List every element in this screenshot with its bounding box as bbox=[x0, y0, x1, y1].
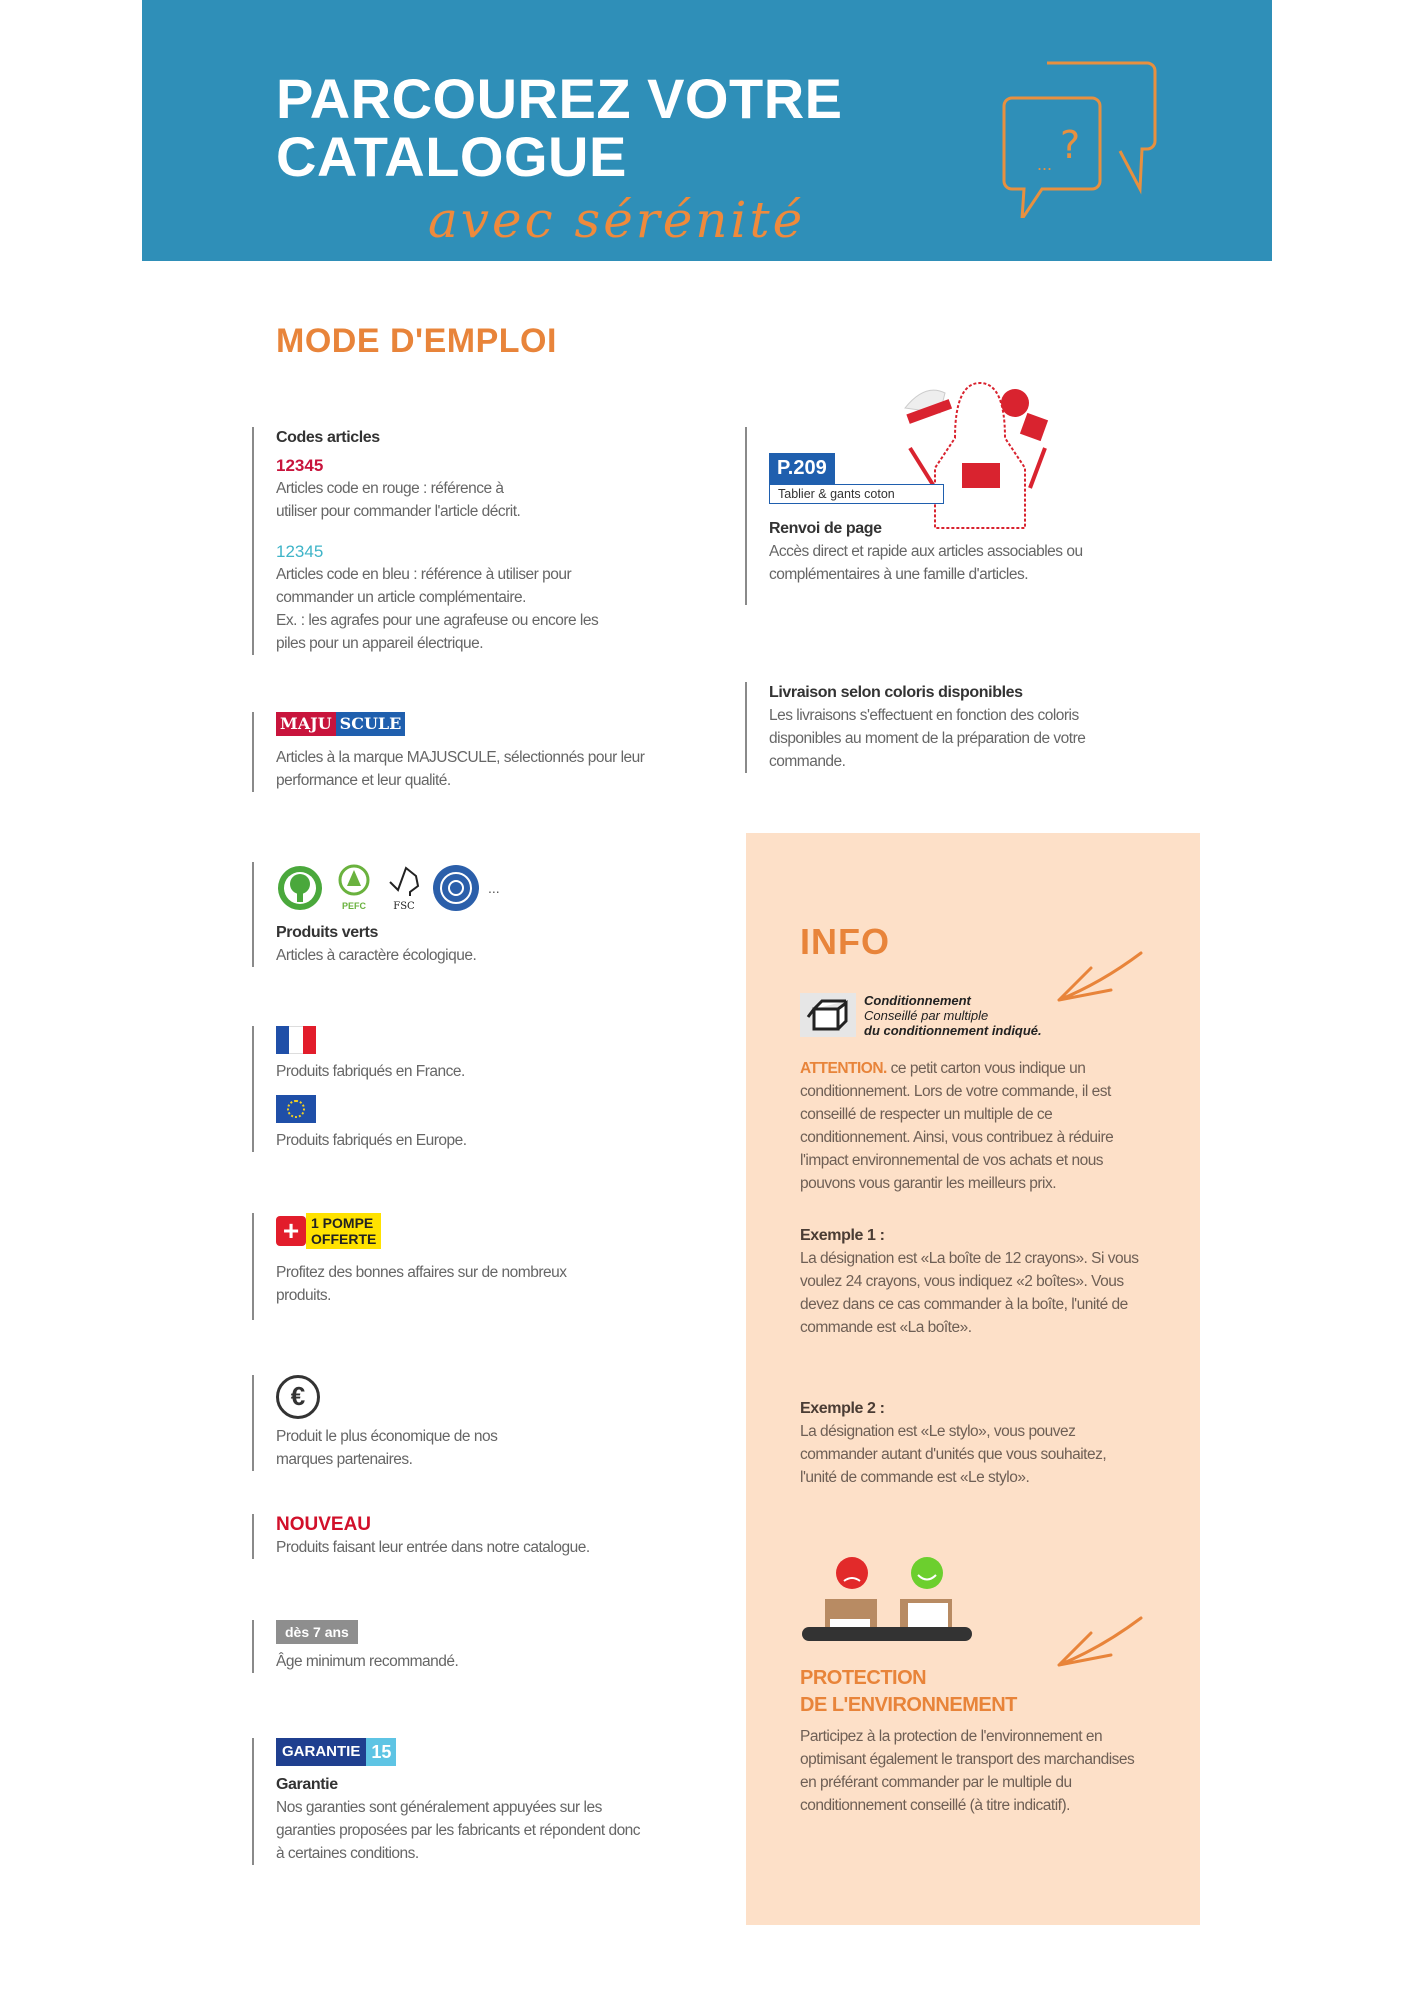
renvoi-desc: Accès direct et rapide aux articles associables ou complémentaires à une famille d'articles. bbox=[769, 543, 1083, 583]
france-flag-icon bbox=[276, 1026, 316, 1054]
arrow-down-left-icon bbox=[1051, 1613, 1146, 1673]
eu-flag-icon bbox=[276, 1095, 316, 1123]
page-badge[interactable]: P.209 bbox=[769, 453, 835, 484]
example-text: La désignation est «Le stylo», vous pouvez commander autant d'unités que vous souhaitez, l'unité de commande est «Le stylo». bbox=[800, 1423, 1107, 1486]
livraison-desc: Les livraisons s'effectuent en fonction des coloris disponibles au moment de la préparation de votre commande. bbox=[769, 707, 1086, 770]
blue-angel-icon bbox=[432, 864, 480, 912]
example-2 bbox=[800, 1398, 1140, 1489]
euro-icon: € bbox=[276, 1375, 320, 1419]
arrow-down-left-icon bbox=[1051, 948, 1146, 1008]
more-labels: ... bbox=[488, 880, 500, 896]
attention-paragraph bbox=[800, 1057, 1150, 1195]
red-code: 12345 bbox=[276, 456, 324, 475]
green-section bbox=[252, 862, 652, 967]
origin-section bbox=[252, 1026, 652, 1152]
protection-line: DE L'ENVIRONNEMENT bbox=[800, 1694, 1017, 1716]
eco-labels bbox=[276, 862, 652, 914]
majuscule-logo bbox=[276, 712, 405, 736]
livraison-heading: Livraison selon coloris disponibles bbox=[769, 684, 1023, 701]
cond-line: Conseillé par multiple bbox=[864, 1008, 989, 1023]
svg-text:...: ... bbox=[1037, 154, 1053, 174]
nouveau-section bbox=[252, 1514, 672, 1559]
nouveau-desc: Produits faisant leur entrée dans notre catalogue. bbox=[276, 1539, 590, 1556]
cond-line: du conditionnement indiqué. bbox=[864, 1023, 1042, 1038]
green-heading: Produits verts bbox=[276, 924, 378, 941]
protection-title bbox=[800, 1665, 1017, 1719]
info-title: INFO bbox=[800, 921, 890, 962]
page-caption: Tablier & gants coton bbox=[769, 484, 944, 504]
attention-text: ce petit carton vous indique un conditionnement. Lors de votre commande, il est conseillé de respecter un multiple de ce conditionnement. Ainsi, vous contribuez à réduire l'impact environnemental de vos achats et nous pouvons vous garantir les meilleurs prix. bbox=[800, 1060, 1114, 1192]
offer-label bbox=[306, 1213, 381, 1249]
nouveau-label: NOUVEAU bbox=[276, 1514, 372, 1535]
protection-text: Participez à la protection de l'environnement en optimisant également le transport des marchandises en préférant commander par le multiple du conditionnement conseillé (à titre indicatif). bbox=[800, 1728, 1135, 1814]
garantie-badge-label: GARANTIE bbox=[276, 1738, 366, 1766]
codes-heading: Codes articles bbox=[276, 429, 380, 446]
example-text: La désignation est «La boîte de 12 crayons». Si vous voulez 24 crayons, vous indiquez «2 boîtes». Vous devez dans ce cas commander à la boîte, l'unité de commande est «La boîte». bbox=[800, 1250, 1139, 1336]
box-icon bbox=[800, 993, 856, 1037]
conditionnement-text bbox=[864, 993, 1042, 1038]
banner-title bbox=[276, 67, 843, 188]
speech-bubbles-question-icon bbox=[1002, 58, 1162, 218]
cond-title: Conditionnement bbox=[864, 993, 971, 1008]
example-text: Ex. : les agrafes pour une agrafeuse ou encore les piles pour un appareil électrique. bbox=[276, 612, 599, 652]
attention-label: ATTENTION. bbox=[800, 1060, 887, 1077]
section-title: MODE D'EMPLOI bbox=[276, 322, 557, 360]
title-line: CATALOGUE bbox=[276, 125, 627, 188]
age-desc: Âge minimum recommandé. bbox=[276, 1653, 459, 1670]
fsc-logo bbox=[384, 864, 424, 913]
conveyor-illustration bbox=[800, 1555, 980, 1647]
blue-code: 12345 bbox=[276, 542, 324, 561]
garantie-heading: Garantie bbox=[276, 1776, 338, 1793]
title-line: PARCOUREZ VOTRE bbox=[276, 67, 843, 130]
red-desc: Articles code en rouge : référence à utiliser pour commander l'article décrit. bbox=[276, 480, 521, 520]
ecolabel-tree-icon bbox=[276, 864, 324, 912]
blue-desc: Articles code en bleu : référence à utiliser pour commander un article complémentaire. bbox=[276, 566, 572, 606]
green-desc: Articles à caractère écologique. bbox=[276, 947, 477, 964]
logo-part: SCULE bbox=[336, 712, 406, 736]
fsc-label: FSC bbox=[393, 900, 415, 912]
garantie-badge bbox=[276, 1738, 396, 1766]
economic-desc: Produit le plus économique de nos marques partenaires. bbox=[276, 1428, 498, 1468]
example-title: Exemple 1 : bbox=[800, 1227, 885, 1244]
france-desc: Produits fabriqués en France. bbox=[276, 1063, 465, 1080]
pefc-icon bbox=[334, 864, 374, 896]
pefc-logo bbox=[332, 864, 376, 912]
garantie-section bbox=[252, 1738, 652, 1865]
garantie-years: 15 bbox=[366, 1738, 396, 1766]
fsc-tree-icon bbox=[386, 864, 422, 896]
majuscule-desc: Articles à la marque MAJUSCULE, sélectionnés pour leur performance et leur qualité. bbox=[276, 749, 645, 789]
logo-part: MAJU bbox=[276, 712, 336, 736]
offer-desc: Profitez des bonnes affaires sur de nombreux produits. bbox=[276, 1264, 567, 1304]
header-banner bbox=[142, 0, 1272, 261]
livraison-section bbox=[745, 682, 1185, 773]
page-reference bbox=[769, 453, 1185, 504]
pefc-label: PEFC bbox=[341, 901, 366, 911]
offer-line: OFFERTE bbox=[311, 1231, 377, 1247]
age-badge: dès 7 ans bbox=[276, 1620, 358, 1644]
renvoi-section bbox=[745, 427, 1185, 605]
svg-text:?: ? bbox=[1060, 123, 1081, 167]
offer-section bbox=[252, 1213, 652, 1320]
conditionnement-legend bbox=[800, 993, 1042, 1038]
banner-script: avec sérénité bbox=[428, 191, 806, 249]
offer-line: 1 POMPE bbox=[311, 1215, 374, 1231]
europe-desc: Produits fabriqués en Europe. bbox=[276, 1132, 467, 1149]
protection-line: PROTECTION bbox=[800, 1667, 927, 1689]
economic-section bbox=[252, 1375, 652, 1471]
codes-section bbox=[252, 427, 652, 655]
offer-badge bbox=[276, 1213, 381, 1249]
majuscule-section bbox=[252, 712, 672, 792]
example-title: Exemple 2 : bbox=[800, 1400, 885, 1417]
age-section bbox=[252, 1620, 652, 1673]
renvoi-heading: Renvoi de page bbox=[769, 520, 882, 537]
plus-icon: + bbox=[276, 1216, 306, 1246]
info-panel bbox=[746, 833, 1200, 1925]
garantie-desc: Nos garanties sont généralement appuyées sur les garanties proposées par les fabricants et répondent donc à certaines conditions. bbox=[276, 1799, 641, 1862]
example-1 bbox=[800, 1225, 1140, 1339]
